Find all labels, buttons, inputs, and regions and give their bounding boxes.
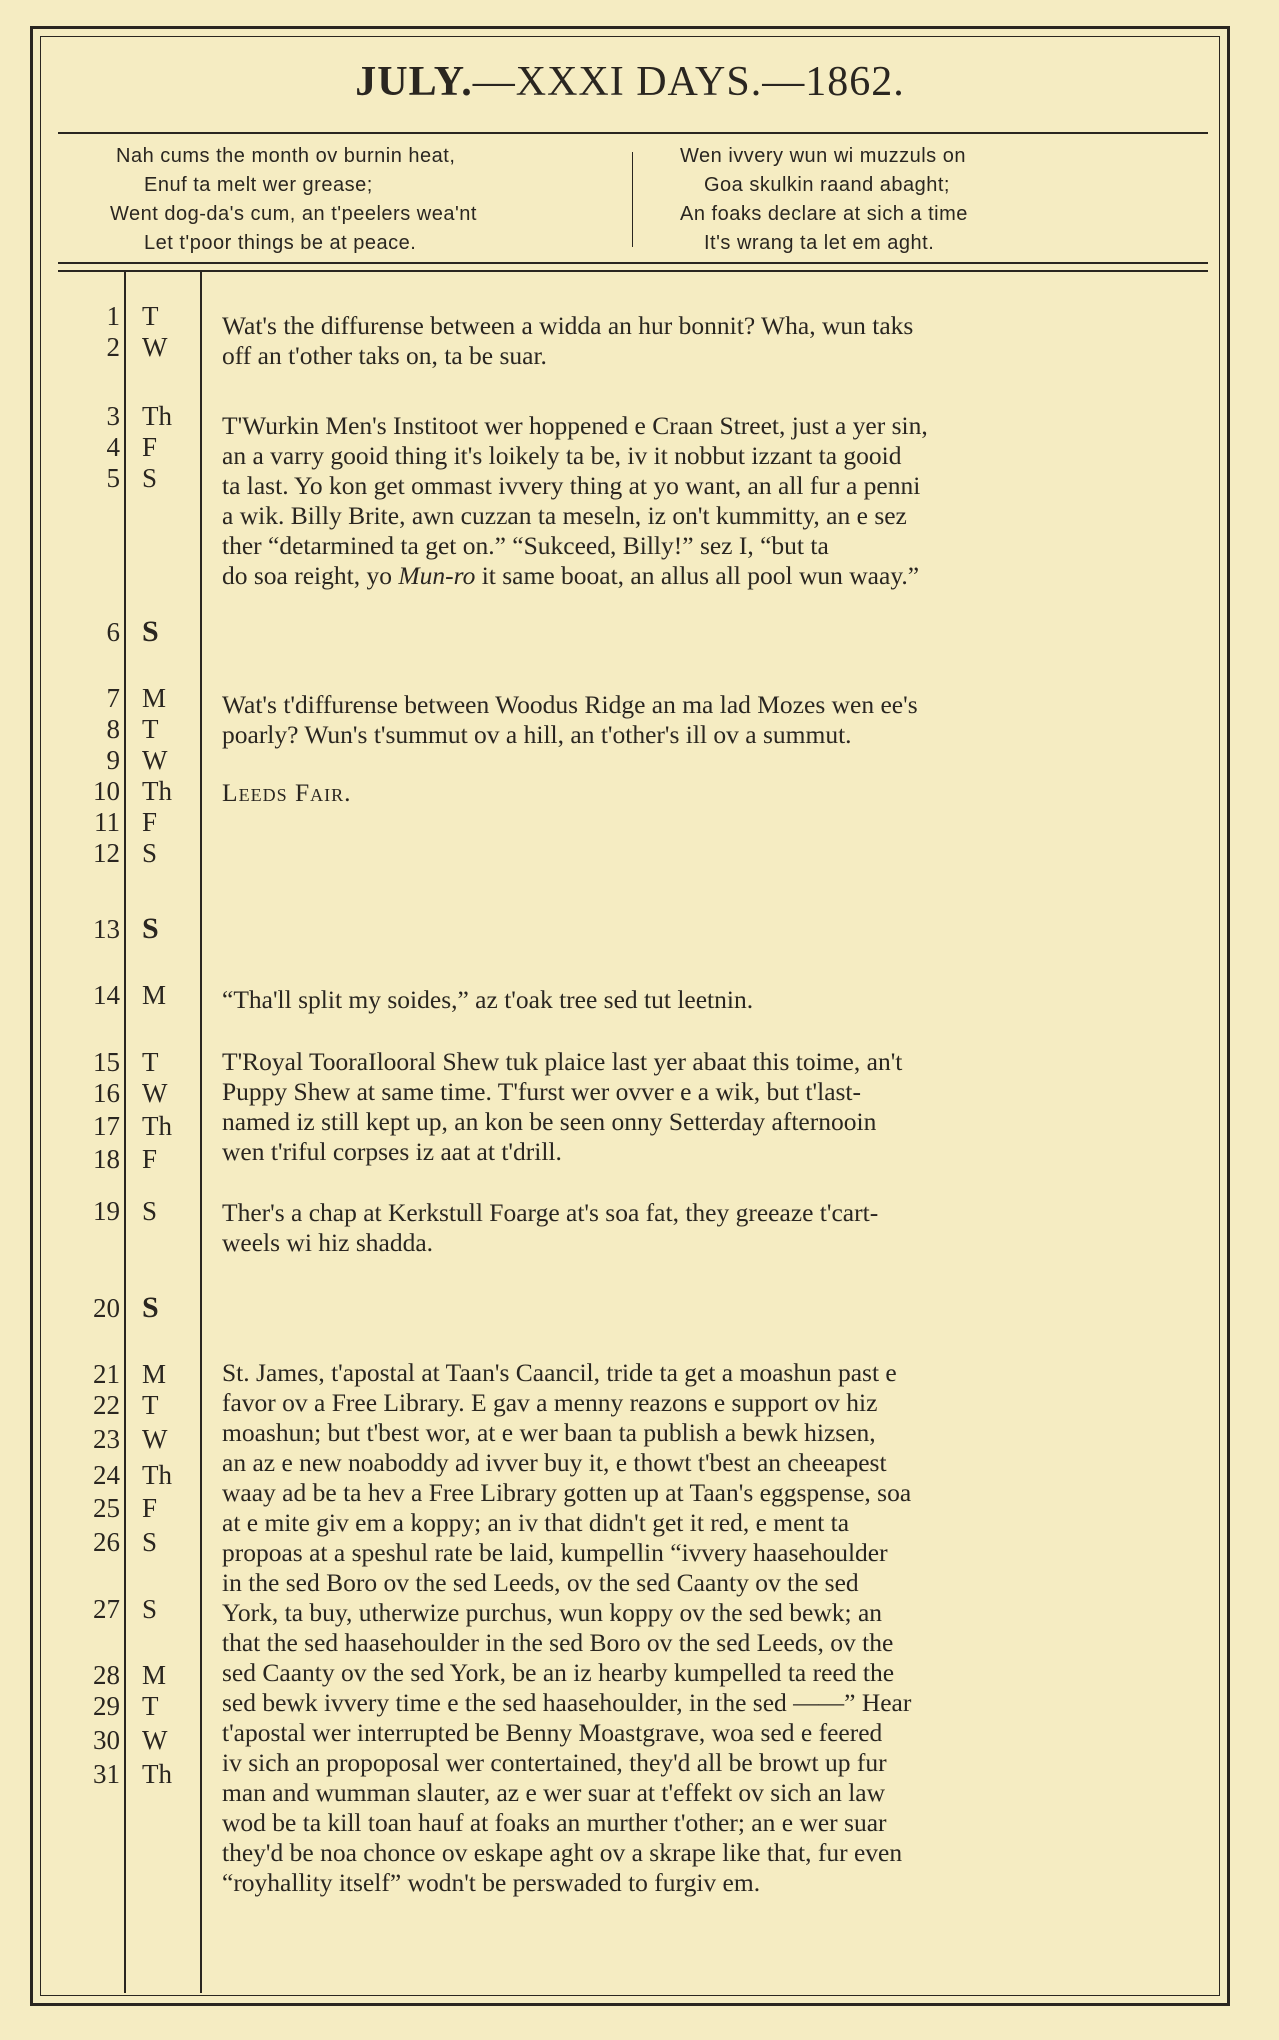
weekday: Th: [142, 776, 172, 806]
weekday: S: [142, 1527, 158, 1557]
weekday: F: [142, 1144, 158, 1174]
entry-line: named iz still kept up, an kon be seen onny Setterday afternooin: [222, 1107, 877, 1136]
day-number: 30: [93, 1725, 120, 1755]
column-divider-left: [124, 270, 126, 1993]
entry-day-21: [222, 1358, 1192, 1898]
weekday: M: [142, 1660, 167, 1690]
weekday: F: [142, 1493, 158, 1523]
verse-rule-top: [58, 262, 1208, 264]
entry-day-1: [222, 311, 1192, 371]
entry-line: they'd be noa chonce ov eskape aght ov a skrape like that, fur even: [222, 1838, 903, 1867]
entry-line: a wik. Billy Brite, awn cuzzan ta meseln, iz on't kummitty, an e sez: [222, 501, 907, 530]
entry-text: do soa reight, yo: [222, 561, 399, 590]
day-number: 29: [93, 1691, 120, 1721]
entry-line: ta last. Yo kon get ommast ivvery thing at yo want, an all fur a penni: [222, 471, 921, 500]
day-number: 7: [106, 683, 120, 713]
verse-rule-bottom: [58, 270, 1208, 272]
weekday: W: [142, 1424, 168, 1454]
entry-line: wen t'riful corpses iz aat at t'drill.: [222, 1137, 562, 1166]
day-number: 11: [94, 807, 120, 837]
entry-line: Ther's a chap at Kerkstull Foarge at's soa fat, they greeaze t'cart-: [222, 1198, 879, 1227]
day-number: 15: [93, 1047, 120, 1077]
day-number: 4: [106, 432, 120, 462]
entry-line-last: [222, 561, 1192, 591]
day-number: 3: [106, 401, 120, 431]
day-number: 22: [93, 1390, 120, 1420]
weekday: M: [142, 1359, 167, 1389]
entry-line: ther “detarmined ta get on.” “Sukceed, Billy!” sez I, “but ta: [222, 531, 829, 560]
weekday: S: [142, 838, 158, 868]
entry-line: Wat's t'diffurense between Woodus Ridge an ma lad Mozes wen ee's: [222, 690, 918, 719]
day-number: 24: [93, 1460, 120, 1490]
page-title: [40, 58, 1220, 106]
entry-line: T'Wurkin Men's Institoot wer hoppened e Craan Street, just a yer sin,: [222, 411, 928, 440]
verse-line: Wen ivvery wun wi muzzuls on: [680, 145, 966, 167]
weekday: Th: [142, 1111, 172, 1141]
entry-line: Wat's the diffurense between a widda an hur bonnit? Wha, wun taks: [222, 311, 914, 340]
weekday: T: [142, 1390, 159, 1420]
entry-line: an az e new noaboddy ad ivver buy it, e thowt t'best an cheeapest: [222, 1448, 887, 1477]
day-number: 5: [106, 463, 120, 493]
day-number: 9: [106, 745, 120, 775]
day-number: 17: [93, 1111, 120, 1141]
title-rest: —XXXI DAYS.—1862.: [472, 59, 905, 105]
entry-line: sed Caanty ov the sed York, be an iz hearby kumpelled ta reed the: [222, 1658, 895, 1687]
verse-line: Goa skulkin raand abaght;: [704, 174, 950, 196]
entry-line: man and wumman slauter, az e wer suar at t'effekt ov sich an law: [222, 1778, 886, 1807]
entry-line: iv sich an propoposal wer contertained, they'd all be browt up fur: [222, 1748, 887, 1777]
title-rule: [58, 132, 1208, 134]
verse-separator: [632, 152, 633, 247]
weekday: S: [142, 1196, 158, 1226]
entry-line: t'apostal wer interrupted be Benny Moastgrave, woa sed e feered: [222, 1718, 883, 1747]
verse-line: It's wrang ta let em aght.: [704, 232, 935, 254]
weekday: F: [142, 432, 158, 462]
day-number: 31: [93, 1759, 120, 1789]
entry-line: at e mite giv em a koppy; an iv that didn't get it red, e ment ta: [222, 1508, 850, 1537]
entry-line: “royhallity itself” wodn't be perswaded to furgiv em.: [222, 1868, 761, 1897]
weekday: S: [142, 1291, 159, 1324]
day-number: 2: [106, 332, 120, 362]
day-number: 8: [106, 714, 120, 744]
entry-line: off an t'other taks on, ta be suar.: [222, 341, 547, 370]
weekday: W: [142, 1725, 168, 1755]
entry-line: “Tha'll split my soides,” az t'oak tree sed tut leetnin.: [222, 985, 754, 1014]
weekday: Th: [142, 401, 172, 431]
weekday: W: [142, 745, 168, 775]
entry-line: St. James, t'apostal at Taan's Caancil, tride ta get a moashun past e: [222, 1358, 897, 1387]
verse-right: [680, 142, 1120, 258]
day-number: 14: [93, 980, 120, 1010]
entry-day-14: [222, 985, 1192, 1015]
entry-line: York, ta buy, utherwize purchus, wun koppy ov the sed bewk; an: [222, 1598, 883, 1627]
day-number: 16: [93, 1078, 120, 1108]
weekday: W: [142, 1078, 168, 1108]
entry-line: poarly? Wun's t'summut ov a hill, an t'other's ill ov a summut.: [222, 720, 852, 749]
entry-line: in the sed Boro ov the sed Leeds, ov the sed Caanty ov the sed: [222, 1568, 859, 1597]
weekday: W: [142, 332, 168, 362]
weekday: S: [142, 463, 158, 493]
verse-line: Enuf ta melt wer grease;: [144, 174, 373, 196]
entry-day-3: [222, 411, 1192, 591]
entry-line: that the sed haasehoulder in the sed Boro ov the sed Leeds, ov the: [222, 1628, 894, 1657]
day-number: 28: [93, 1660, 120, 1690]
entry-line: waay ad be ta hev a Free Library gotten up at Taan's eggspense, soa: [222, 1478, 912, 1507]
weekday: S: [142, 912, 159, 945]
entry-line: an a varry gooid thing it's loikely ta be, iv it nobbut izzant ta gooid: [222, 441, 902, 470]
day-number: 6: [106, 617, 120, 647]
day-number: 26: [93, 1527, 120, 1557]
verse-line: Nah cums the month ov burnin heat,: [116, 145, 456, 167]
day-number: 18: [93, 1144, 120, 1174]
weekday: F: [142, 807, 158, 837]
entry-line: T'Royal TooraIlooral Shew tuk plaice last yer abaat this toime, an't: [222, 1047, 903, 1076]
entry-day-15: [222, 1047, 1192, 1167]
weekday: S: [142, 615, 159, 648]
entry-line: Puppy Shew at same time. T'furst wer ovver e a wik, but t'last-: [222, 1077, 862, 1106]
day-number: 27: [93, 1594, 120, 1624]
entry-text: it same booat, an allus all pool wun waay.”: [475, 561, 920, 590]
weekday: T: [142, 1047, 159, 1077]
verse-line: Let t'poor things be at peace.: [144, 232, 417, 254]
day-number: 1: [106, 301, 120, 331]
weekday: S: [142, 1594, 158, 1624]
verse-line: An foaks declare at sich a time: [680, 203, 968, 225]
verse-line: Went dog-da's cum, an t'peelers wea'nt: [110, 203, 477, 225]
day-number: 21: [93, 1359, 120, 1389]
day-number: 20: [93, 1293, 120, 1323]
entry-line: moashun; but t'best wor, at e wer baan ta publish a bewk hizsen,: [222, 1418, 876, 1447]
day-number: 19: [93, 1196, 120, 1226]
weekday: M: [142, 683, 167, 713]
entry-line: favor ov a Free Library. E gav a menny reazons e support ov hiz: [222, 1388, 878, 1417]
day-number: 25: [93, 1493, 120, 1523]
entry-line: Leeds Fair.: [222, 778, 352, 807]
day-number: 12: [93, 838, 120, 868]
entry-day-7: [222, 690, 1192, 750]
weekday: Th: [142, 1759, 172, 1789]
entry-line: sed bewk ivvery time e the sed haasehoulder, in the sed ——” Hear: [222, 1688, 912, 1717]
weekday: T: [142, 301, 159, 331]
entry-line: weels wi hiz shadda.: [222, 1228, 434, 1257]
weekday: M: [142, 980, 167, 1010]
entry-italic-text: Mun-ro: [398, 561, 476, 590]
entry-line: wod be ta kill toan hauf at foaks an murther t'other; an e wer suar: [222, 1808, 887, 1837]
day-number: 23: [93, 1424, 120, 1454]
day-number: 13: [93, 914, 120, 944]
entry-day-19: [222, 1198, 1192, 1258]
weekday: T: [142, 1691, 159, 1721]
title-month: JULY.: [355, 59, 473, 105]
weekday: Th: [142, 1460, 172, 1490]
day-number: 10: [93, 776, 120, 806]
entry-day-10: [222, 778, 1192, 808]
entry-line: propoas at a speshul rate be laid, kumpellin “ivvery haasehoulder: [222, 1538, 888, 1567]
weekday: T: [142, 714, 159, 744]
verse-left: [110, 142, 630, 258]
